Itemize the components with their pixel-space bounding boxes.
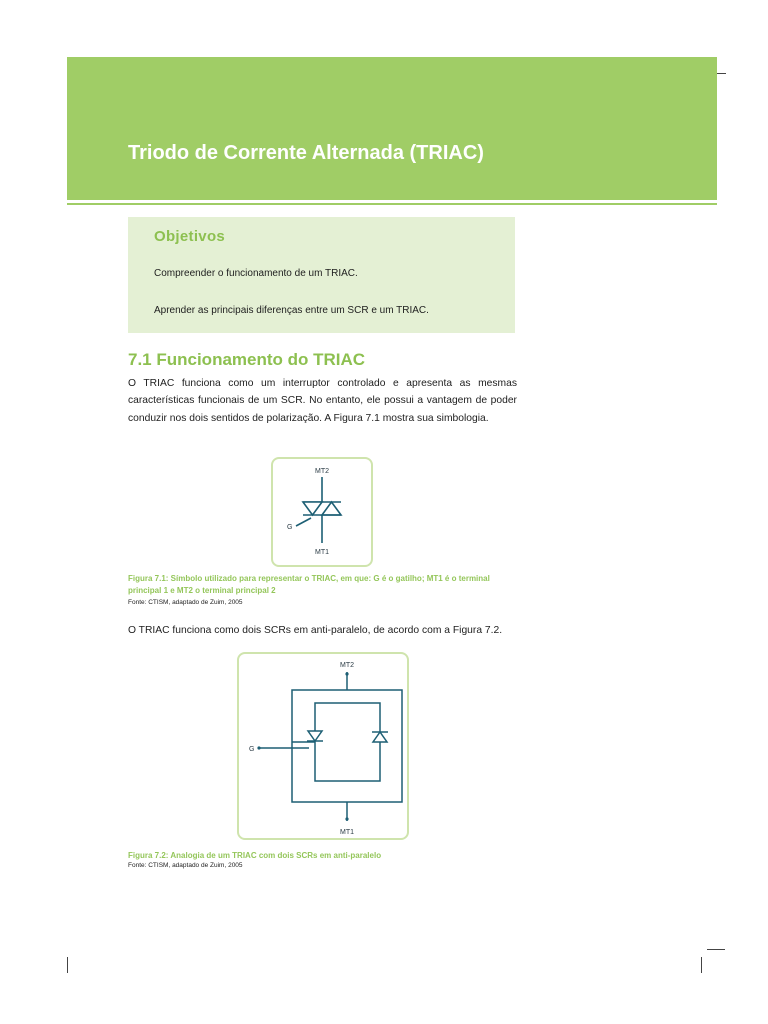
section-heading: 7.1 Funcionamento do TRIAC xyxy=(128,350,366,369)
figure-7-2-source: Fonte: CTISM, adaptado de Zuim, 2005 xyxy=(128,862,243,869)
objectives-title: Objetivos xyxy=(154,228,226,245)
gate-dot xyxy=(257,746,260,749)
figure-7-2-caption: Figura 7.2: Analogia de um TRIAC com dois SCRs em anti-paralelo xyxy=(128,851,382,860)
triac-triangle-down xyxy=(303,502,322,515)
gate-lead xyxy=(296,518,311,526)
mt2-dot xyxy=(345,672,348,675)
body-paragraph: O TRIAC funciona como um interruptor controlado e apresenta as mesmas características funcionais de um SCR. No entanto, ele possui a vantagem de poder conduzir nos dois sentidos de polarização. A Figura 7.1 mostra sua simbologia. xyxy=(128,378,517,424)
anti-parallel-scr-diagram xyxy=(239,654,407,838)
objective-item: Compreender o funcionamento de um TRIAC. xyxy=(154,268,358,279)
scr-1 xyxy=(307,731,323,741)
outer-loop xyxy=(292,690,402,802)
figure-7-1-caption: Figura 7.1: Símbolo utilizado para representar o TRIAC, em que: G é o gatilho; MT1 é o terminal principal 1 e MT2 o terminal principal 2 xyxy=(128,574,490,595)
header-divider xyxy=(67,203,717,205)
chapter-title: Triodo de Corrente Alternada (TRIAC) xyxy=(128,142,484,164)
label-gate: G xyxy=(249,746,255,753)
label-mt2: MT2 xyxy=(315,468,329,475)
triac-symbol-diagram xyxy=(273,459,371,565)
figure-7-1-frame xyxy=(271,457,373,567)
figure-7-1-source: Fonte: CTISM, adaptado de Zuim, 2005 xyxy=(128,599,243,606)
label-mt2: MT2 xyxy=(340,662,354,669)
label-mt1: MT1 xyxy=(340,829,354,836)
triac-triangle-up xyxy=(322,502,341,515)
crop-mark-bottom-right-h xyxy=(707,949,725,950)
mt1-dot xyxy=(345,817,348,820)
body-sentence: O TRIAC funciona como dois SCRs em anti-paralelo, de acordo com a Figura 7.2. xyxy=(128,625,503,636)
objectives-box xyxy=(128,217,515,333)
crop-mark-bottom-right-v xyxy=(701,957,702,973)
label-mt1: MT1 xyxy=(315,549,329,556)
crop-mark-bottom-left xyxy=(67,957,68,973)
objective-item: Aprender as principais diferenças entre um SCR e um TRIAC. xyxy=(154,305,429,316)
label-gate: G xyxy=(287,524,293,531)
inner-loop xyxy=(315,703,380,781)
chapter-header-band xyxy=(67,57,717,200)
scr-2 xyxy=(372,732,388,742)
figure-7-2-frame xyxy=(237,652,409,840)
